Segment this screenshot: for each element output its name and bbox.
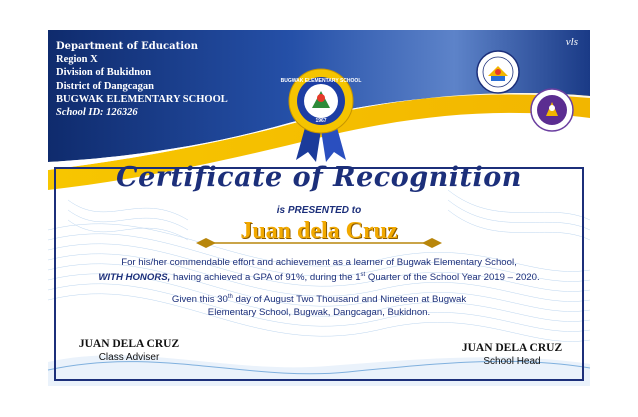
district-line: District of Dangcagan: [56, 80, 154, 92]
department-line: Department of Education: [56, 41, 198, 52]
deped-seal-icon: [476, 50, 520, 94]
school-medal-seal: [280, 68, 362, 164]
school-id-line: School ID: 126326: [56, 107, 138, 119]
class-adviser-role: Class Adviser: [98, 352, 160, 363]
corner-mark: vls: [565, 36, 578, 48]
gpa-text: having achieved a GPA of 91%, during the 1: [170, 272, 361, 284]
body-line-1: For his/her commendable effort and achievement as a learner of Bugwak Elementary School,: [121, 257, 517, 268]
division-line: Division of Bukidnon: [56, 67, 152, 79]
certificate-title: Certificate of Recognition: [116, 162, 522, 193]
given-text: Given this 30: [171, 294, 228, 306]
school-year-text: Quarter of the School Year 2019 – 2020.: [365, 272, 540, 284]
class-adviser-name: JUAN DELA CRUZ: [78, 338, 180, 350]
honors-text: WITH HONORS,: [98, 272, 171, 284]
recipient-name: Juan dela Cruz: [240, 218, 398, 244]
header-block: [56, 40, 228, 119]
school-line: BUGWAK ELEMENTARY SCHOOL: [56, 93, 228, 105]
certificate: [48, 30, 590, 386]
presented-to-label: is PRESENTED to: [276, 205, 362, 216]
seal-year: 1967: [315, 118, 327, 124]
body-line-4: Elementary School, Bugwak, Dangcagan, Bukidnon.: [207, 307, 431, 319]
body-line-2: [88, 269, 550, 284]
school-head-role: School Head: [483, 356, 541, 367]
certificate-body: [88, 256, 550, 319]
region-line: Region X: [56, 54, 98, 66]
ordinal-suffix: st: [360, 272, 366, 278]
day-suffix: th: [227, 294, 233, 301]
division-seal-icon: [530, 88, 574, 132]
seal-ring-text: BUGWAK ELEMENTARY SCHOOL: [280, 78, 362, 84]
body-line-3: [88, 291, 550, 306]
signatory-left: [64, 338, 194, 363]
school-head-name: JUAN DELA CRUZ: [461, 342, 563, 354]
signatory-right: [446, 342, 578, 367]
date-text: day of August Two Thousand and Nineteen at Bugwak: [232, 294, 467, 306]
